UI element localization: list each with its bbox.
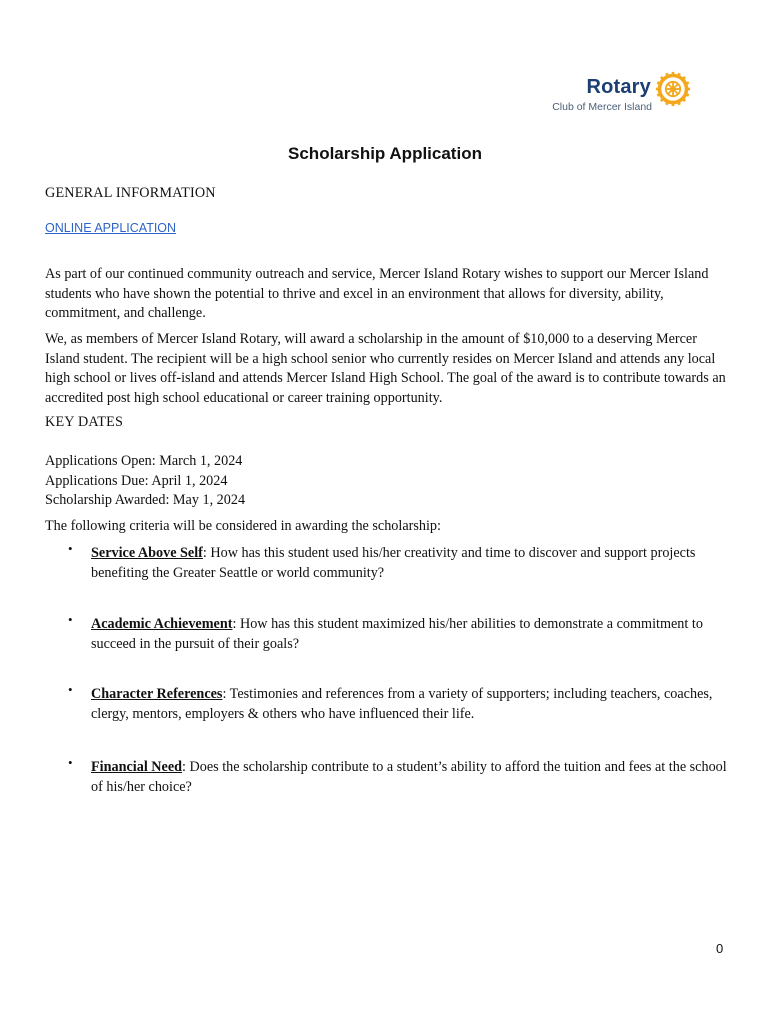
rotary-logo (548, 70, 693, 114)
bullet-icon: • (68, 682, 73, 697)
intro-paragraph: As part of our continued community outreach and service, Mercer Island Rotary wishes to support our Mercer Island students who have shown the potential to thrive and excel in an environment that allows for diversity, ability, commitment, and challenge. (45, 266, 709, 321)
online-application-link[interactable]: ONLINE APPLICATION (45, 221, 177, 235)
criteria-label: Character References (91, 686, 223, 702)
criteria-text (91, 684, 731, 724)
bullet-icon: • (68, 755, 73, 770)
rotary-wheel-icon (655, 71, 691, 107)
key-dates-list (45, 452, 245, 511)
criteria-intro: The following criteria will be considered in awarding the scholarship: (45, 518, 441, 534)
criteria-label: Financial Need (91, 759, 183, 775)
criteria-text (91, 543, 731, 583)
bullet-icon: • (68, 541, 73, 556)
page-number: 0 (716, 941, 724, 956)
criteria-description: : How has this student used his/her creativity and time to discover and support projects benefiting the Greater Seattle or world community? (91, 545, 696, 581)
criteria-description: : Testimonies and references from a variety of supporters; including teachers, coaches, clergy, mentors, employers & others who have influenced their life. (91, 686, 713, 722)
criteria-label: Service Above Self (91, 545, 203, 561)
general-information-heading: GENERAL INFORMATION (45, 185, 216, 201)
criteria-text (91, 757, 731, 797)
key-date-item: Applications Due: April 1, 2024 (45, 472, 228, 489)
bullet-icon: • (68, 612, 73, 627)
key-dates-heading: KEY DATES (45, 414, 124, 430)
criteria-description: : Does the scholarship contribute to a student’s ability to afford the tuition and fees at the school of his/her choice? (91, 759, 727, 795)
criteria-description: : How has this student maximized his/her abilities to demonstrate a commitment to succeed in the pursuit of their goals? (91, 616, 703, 652)
criteria-text (91, 614, 731, 654)
logo-subtitle: Club of Mercer Island (552, 101, 652, 113)
key-date-item: Scholarship Awarded: May 1, 2024 (45, 492, 246, 508)
key-date-item: Applications Open: March 1, 2024 (45, 453, 243, 469)
logo-wordmark: Rotary (586, 76, 651, 98)
page-title: Scholarship Application (288, 144, 482, 163)
award-paragraph: We, as members of Mercer Island Rotary, will award a scholarship in the amount of $10,000 to a deserving Mercer Island student. The recipient will be a high school senior who currently resides on Mercer Island and attends any local high school or lives off-island and attends Mercer Island High School. The goal of the award is to contribute towards an accredited post high school educational or career training opportunity. (45, 331, 726, 406)
criteria-label: Academic Achievement (91, 616, 233, 632)
